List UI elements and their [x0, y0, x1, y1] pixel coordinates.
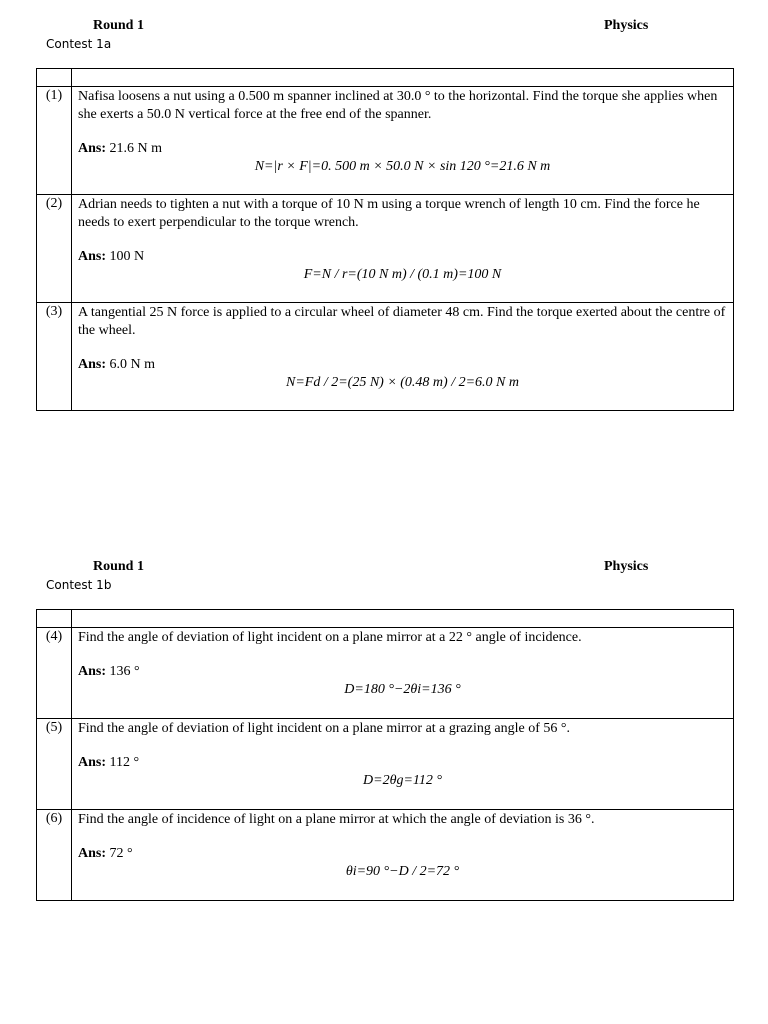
question-text: Find the angle of incidence of light on a plane mirror at which the angle of deviation is 36 °. [78, 812, 595, 827]
question-row [37, 195, 734, 303]
answer-line [78, 754, 727, 772]
solution-equation: D=180 °−2θi=136 ° [344, 682, 461, 697]
question-cell [72, 719, 734, 810]
question-text: Adrian needs to tighten a nut with a torque of 10 N m using a torque wrench of length 10 cm. Find the force he needs to exert perpendicular to the torque wrench. [78, 197, 700, 230]
solution-equation: D=2θg=112 ° [363, 773, 442, 788]
answer-line [78, 140, 727, 158]
round-heading: Round 1 [93, 18, 144, 33]
answer-value: 112 ° [109, 755, 140, 770]
question-cell [72, 628, 734, 719]
answer-value: 21.6 N m [109, 141, 163, 156]
answer-value: 6.0 N m [109, 357, 156, 372]
solution-equation: N=|r × F|=0. 500 m × 50.0 N × sin 120 °=21.6 N m [254, 159, 551, 174]
question-number: (2) [37, 195, 72, 303]
answer-value: 72 ° [109, 846, 133, 861]
round-heading: Round 1 [93, 559, 144, 574]
answer-value: 100 N [109, 249, 145, 264]
solution-equation: θi=90 °−D / 2=72 ° [345, 864, 460, 879]
answer-label: Ans: [78, 846, 107, 861]
question-text: Nafisa loosens a nut using a 0.500 m spanner inclined at 30.0 ° to the horizontal. Find the torque she applies when she exerts a 50.0 N vertical force at the free end of the spanner. [78, 89, 718, 122]
answer-line [78, 248, 727, 266]
question-row [37, 628, 734, 719]
question-number: (5) [37, 719, 72, 810]
table-header-row [37, 610, 734, 628]
answer-label: Ans: [78, 755, 107, 770]
contest-label: Contest 1b [46, 578, 112, 592]
answer-label: Ans: [78, 357, 107, 372]
question-text: A tangential 25 N force is applied to a circular wheel of diameter 48 cm. Find the torque exerted about the centre of the wheel. [78, 305, 726, 338]
answer-line [78, 356, 727, 374]
question-cell [72, 303, 734, 411]
question-table [36, 609, 734, 901]
answer-line [78, 663, 727, 681]
question-cell [72, 87, 734, 195]
question-number: (1) [37, 87, 72, 195]
answer-label: Ans: [78, 141, 107, 156]
question-text: Find the angle of deviation of light incident on a plane mirror at a grazing angle of 56 °. [78, 721, 570, 736]
solution-equation: N=Fd / 2=(25 N) × (0.48 m) / 2=6.0 N m [285, 375, 519, 390]
answer-label: Ans: [78, 249, 107, 264]
question-number: (3) [37, 303, 72, 411]
question-row [37, 87, 734, 195]
question-row [37, 719, 734, 810]
question-text: Find the angle of deviation of light incident on a plane mirror at a 22 ° angle of incidence. [78, 630, 582, 645]
question-number: (4) [37, 628, 72, 719]
answer-label: Ans: [78, 664, 107, 679]
contest-label: Contest 1a [46, 37, 112, 51]
question-cell [72, 810, 734, 901]
subject-heading: Physics [604, 18, 649, 33]
table-header-row [37, 69, 734, 87]
subject-heading: Physics [604, 559, 649, 574]
answer-line [78, 845, 727, 863]
question-row [37, 810, 734, 901]
solution-equation: F=N / r=(10 N m) / (0.1 m)=100 N [303, 267, 502, 282]
question-number: (6) [37, 810, 72, 901]
question-row [37, 303, 734, 411]
answer-value: 136 ° [109, 664, 140, 679]
question-cell [72, 195, 734, 303]
question-table [36, 68, 734, 411]
